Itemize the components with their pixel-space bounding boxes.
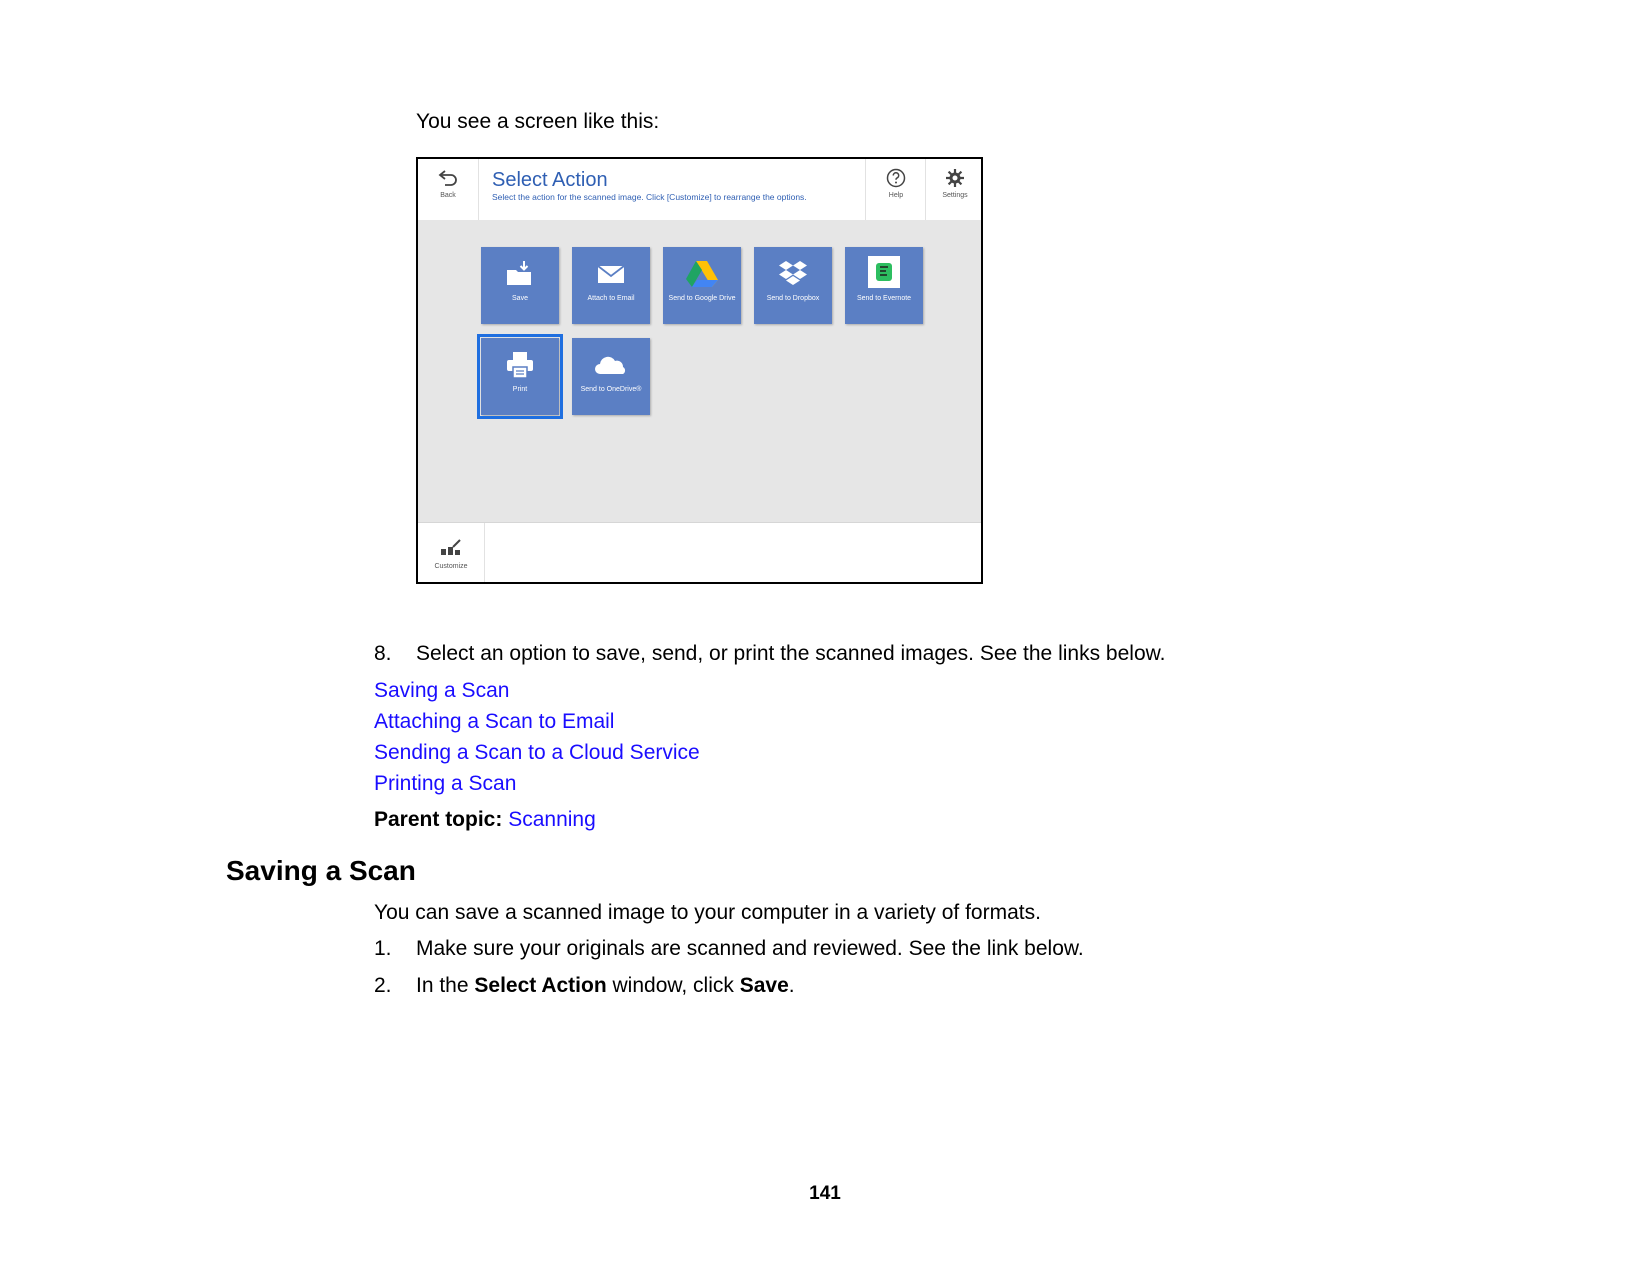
printer-icon [505,350,535,380]
attach-to-email-tile[interactable] [572,247,650,324]
back-button[interactable] [418,159,479,220]
back-arrow-icon [437,168,459,186]
action-tile-grid [418,220,981,522]
section-intro: You can save a scanned image to your computer in a variety of formats. [374,901,1041,924]
tile-label: Send to Google Drive [668,295,736,302]
tile-label: Send to Dropbox [766,295,820,302]
gear-icon [945,168,965,188]
figure-title: Select Action [492,169,608,191]
evernote-icon [867,255,901,289]
step-1-number: 1. [374,937,392,960]
back-label: Back [440,192,456,199]
customize-label: Customize [434,563,468,570]
tile-label: Attach to Email [587,295,635,302]
link-saving-a-scan[interactable]: Saving a Scan [374,679,510,702]
link-attaching-a-scan-to-email[interactable]: Attaching a Scan to Email [374,710,615,733]
page-number: 141 [809,1183,841,1204]
help-button[interactable] [865,159,926,220]
onedrive-cloud-icon [594,350,628,380]
figure-footer [418,522,981,584]
intro-text: You see a screen like this: [416,110,660,133]
help-label: Help [888,192,904,199]
step-8-text: Select an option to save, send, or print the scanned images. See the links below. [416,642,1166,665]
folder-save-icon [505,259,535,289]
tile-label: Send to Evernote [856,295,912,302]
step-2-number: 2. [374,974,392,997]
dropbox-icon [777,259,809,289]
parent-topic [374,807,596,833]
figure-subtitle: Select the action for the scanned image. Click [Customize] to rearrange the options. [492,192,807,202]
link-sending-a-scan-to-cloud[interactable]: Sending a Scan to a Cloud Service [374,741,700,764]
figure-header [418,159,981,221]
google-drive-icon [685,259,719,289]
step-2-text [416,973,795,999]
save-tile[interactable] [481,247,559,324]
tile-label: Save [512,295,528,302]
parent-topic-link[interactable]: Scanning [508,808,596,831]
send-to-evernote-tile[interactable] [845,247,923,324]
send-to-google-drive-tile[interactable] [663,247,741,324]
help-icon [886,168,906,188]
parent-topic-label: Parent topic: [374,808,503,831]
step-8-number: 8. [374,642,392,665]
step-2-bold-select-action: Select Action [474,974,607,997]
step-2-mid: window, click [612,974,734,997]
settings-button[interactable] [925,159,983,220]
customize-button[interactable] [418,523,485,584]
print-tile[interactable] [481,338,559,415]
settings-label: Settings [942,192,968,199]
step-1-text: Make sure your originals are scanned and reviewed. See the link below. [416,937,1084,960]
select-action-screenshot [416,157,983,584]
send-to-onedrive-tile[interactable] [572,338,650,415]
step-2-post: . [788,974,795,997]
step-2-bold-save: Save [739,974,789,997]
send-to-dropbox-tile[interactable] [754,247,832,324]
step-2-pre: In the [416,974,469,997]
link-printing-a-scan[interactable]: Printing a Scan [374,772,517,795]
customize-icon [439,539,463,557]
tile-label: Send to OneDrive® [580,386,642,393]
envelope-icon [596,259,626,289]
tile-label: Print [512,386,528,393]
section-heading: Saving a Scan [226,855,416,886]
